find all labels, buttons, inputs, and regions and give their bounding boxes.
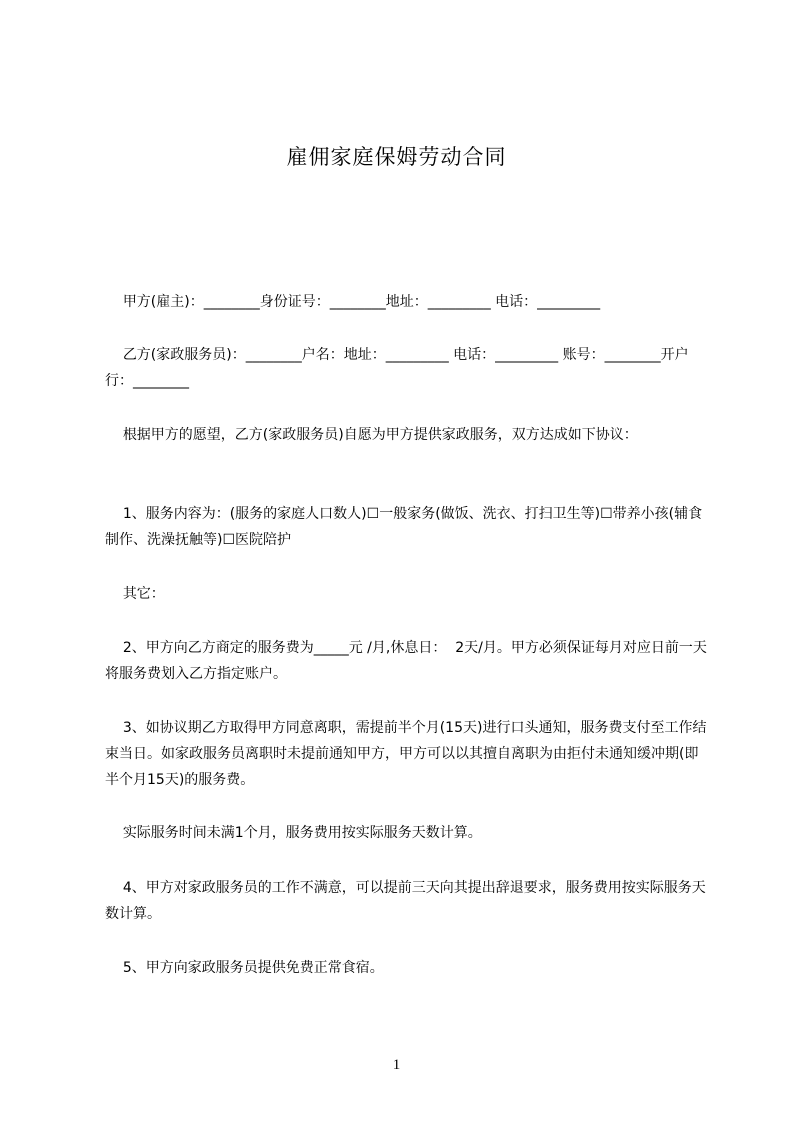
clause-3-resignation: 3、如协议期乙方取得甲方同意离职，需提前半个月(15天)进行口头通知，服务费支付至工作结束当日。如家政服务员离职时未提前通知甲方，甲方可以以其擅自离职为由拒付未通知缓冲期(即半个月15天)的服务费。 — [105, 720, 707, 788]
page-number: 1 — [392, 1057, 401, 1073]
party-a-info: 甲方(雇主)：________身份证号：________地址：_________ 电话：_________ — [105, 294, 601, 310]
document-title: 雇佣家庭保姆劳动合同 — [286, 145, 507, 169]
clause-2-service-fee: 2、甲方向乙方商定的服务费为_____元 /月,休息日： 2天/月。甲方必须保证每月对应日前一天将服务费划入乙方指定账户。 — [105, 640, 707, 682]
clause-1-service-content: 1、服务内容为：(服务的家庭人口数人)☐一般家务(做饭、洗衣、打扫卫生等)☐带养小孩(辅食制作、洗澡抚触等)☐医院陪护 — [105, 506, 703, 548]
clause-4-dismissal: 4、甲方对家政服务员的工作不满意，可以提前三天向其提出辞退要求，服务费用按实际服务天数计算。 — [105, 880, 706, 922]
clause-other: 其它： — [105, 586, 165, 602]
clause-actual-time: 实际服务时间未满1个月，服务费用按实际服务天数计算。 — [105, 825, 482, 841]
party-b-info: 乙方(家政服务员)：________户名：地址：_________ 电话：_________ 账号：________开户行：________ — [105, 347, 689, 389]
clause-5-room-board: 5、甲方向家政服务员提供免费正常食宿。 — [105, 960, 384, 976]
agreement-intro: 根据甲方的愿望，乙方(家政服务员)自愿为甲方提供家政服务，双方达成如下协议： — [105, 427, 638, 443]
